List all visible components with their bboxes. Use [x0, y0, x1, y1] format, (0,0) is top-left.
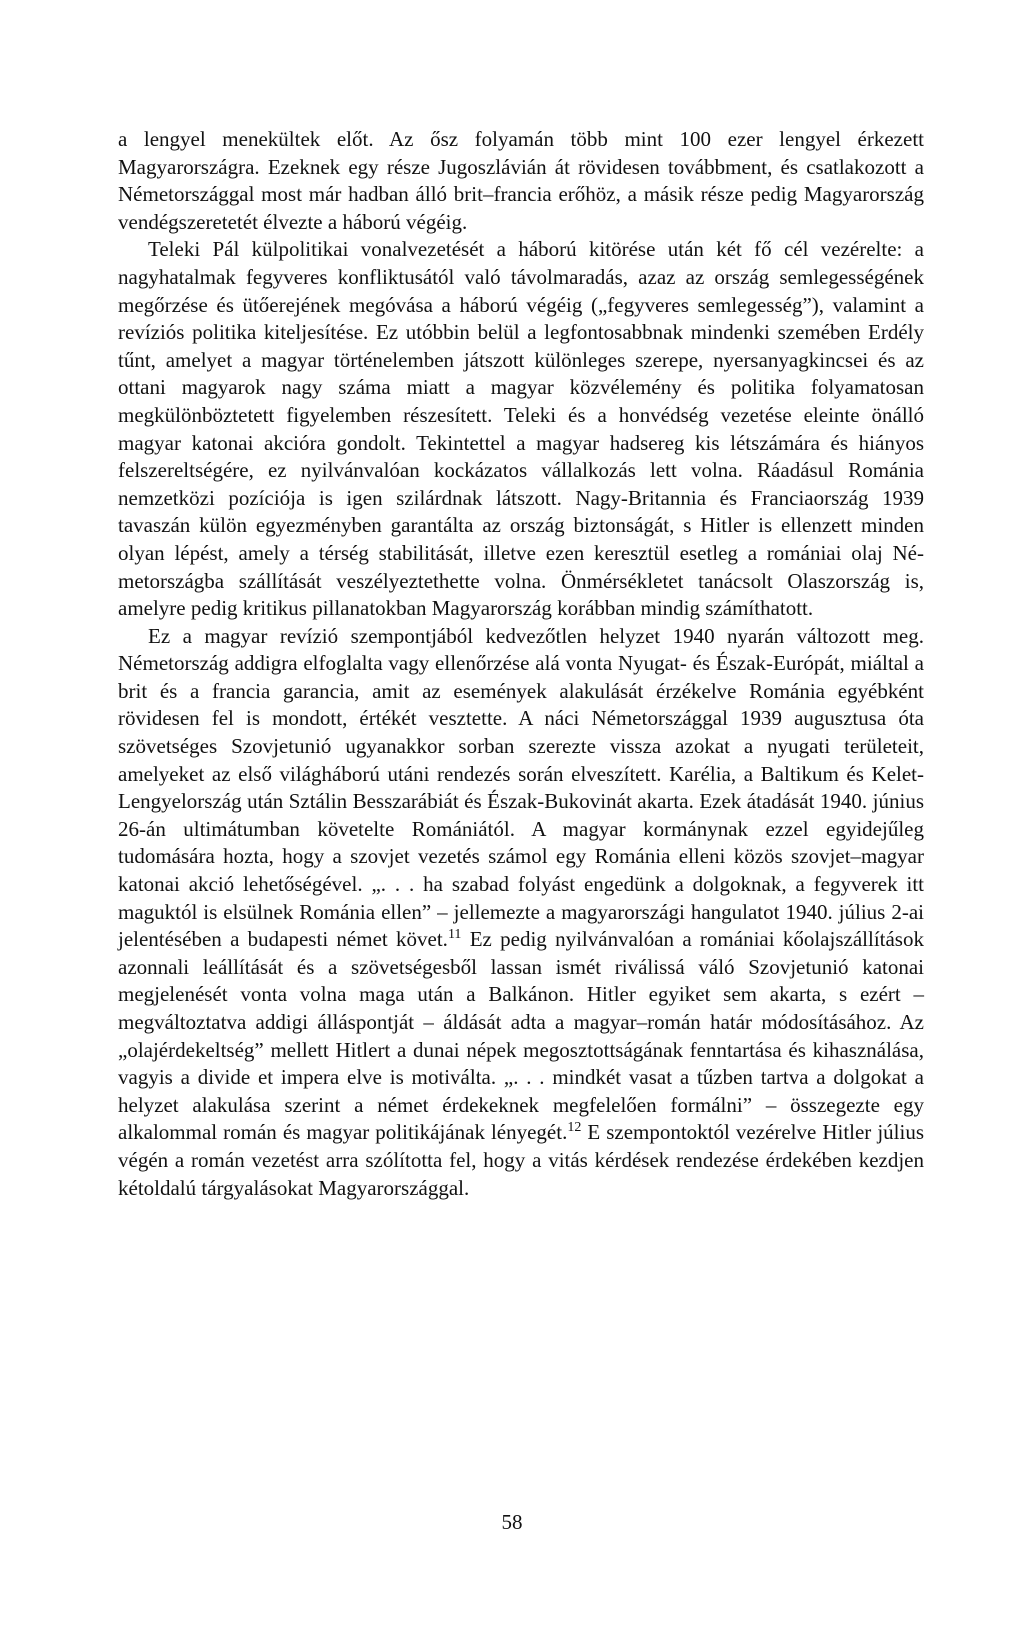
page-number: 58 — [501, 1510, 523, 1534]
paragraph-1 — [118, 126, 924, 236]
footnote-ref-12: 12 — [567, 1120, 582, 1136]
paragraph-2-text: Teleki Pál külpolitikai vonalvezetését a háború kitörése után két fő cél vezérelte: a nagyhatalmak fegyveres konfliktusától való távolmaradás, azaz az ország semlegességének megőrzése és ütőerejének megóvása a háború végéig („fegyveres semlegesség”), valamint a revíziós politika kiteljesítése. Ez utóbbin belül a legfontosabbnak mindenki szemében Erdély tűnt, amelyet a magyar történelemben játszott különleges szerepe, nyersanyagkincsei és az ottani magyarok nagy száma miatt a magyar közvélemény és politika folyamatosan megkülönböztetett figyelemben részesített. Teleki és a honvédség vezetése eleinte önálló magyar katonai akcióra gondolt. Tekintettel a magyar hadsereg kis létszámára és hiányos felszereltségére, ez nyilvánvalóan kockázatos vállalkozás lett volna. Ráadásul Románia nemzetközi pozíciója is igen szilárdnak látszott. Nagy-Britannia és Franciaország 1939 tavaszán külön egyezményben garantálta az ország biztonságát, s Hitler is ellenzett minden olyan lépést, amely a térség stabilitását, illetve ezen keresztül esetleg a romániai olaj Németországba szállítását veszélyeztethette volna. Önmérsékletet tanácsolt Olaszország is, amelyre pedig kritikus pillanatokban Magyarország korábban mindig számíthatott. — [118, 237, 924, 621]
paragraph-1-text: a lengyel menekültek előt. Az ősz folyamán több mint 100 ezer lengyel érkezett Magyarországra. Ezeknek egy része Jugoszlávián át rövidesen továbbment, és csatlakozott a Németországgal most már hadban álló brit–francia erőhöz, a másik része pedig Magyarország vendégszeretetét élvezte a háború végéig. — [118, 127, 924, 234]
body-text — [118, 126, 924, 1202]
paragraph-2 — [118, 236, 924, 622]
paragraph-3 — [118, 623, 924, 1202]
paragraph-3-text-a: Ez a magyar revízió szempontjából kedvezőtlen helyzet 1940 nyarán változott meg. Németország addigra elfoglalta vagy ellenőrzése alá vonta Nyugat- és Észak-Európát, miáltal a brit és a francia garancia, amit az események alakulását érzékelve Románia egyébként rövidesen fel is mondott, értékét vesztette. A náci Németországgal 1939 augusztusa óta szövetséges Szovjetunió ugyanakkor sorban szerezte vissza azokat a nyugati területeit, amelyeket az első világháború utáni rendezés során elveszített. Karélia, a Baltikum és Kelet-Lengyelország után Sztálin Besszarábiát és Észak-Bukovinát akarta. Ezek átadását 1940. június 26-án ultimátumban követelte Romániától. A magyar kormánynak ezzel egyidejűleg tudomására hozta, hogy a szovjet vezetés számol egy Románia elleni közös szovjet–magyar katonai akció lehetőségével. „. . . ha szabad folyást engedünk a dolgoknak, a fegyverek itt maguktól is elsülnek Románia ellen” – jellemezte a magyarországi hangulatot 1940. július 2-ai jelentésében a budapesti német követ. — [118, 623, 924, 952]
footnote-ref-11: 11 — [447, 927, 462, 943]
paragraph-3-text-b: Ez pedig nyilvánvalóan a romániai kőolajszállítások azonnali leállítását és a szövetségesből lassan ismét riválissá váló Szovjetunió katonai megjelenését vonta volna maga után a Balkánon. Hitler egyiket sem akarta, s ezért – megváltoztatva addigi álláspontját – áldását adta a magyar–román határ módosításához. Az „olajérdekeltség” mellett Hitlert a dunai népek megosztottságának fenntartása és kihasználása, vagyis a divide et impera elve is motiválta. „. . . mindkét vasat a tűzben tartva a dolgokat a helyzet alakulása szerint a német érdekeknek megfelelően formálni” – összegezte egy alkalommal román és magyar politikájának lényegét. — [118, 927, 924, 1145]
paragraph-3-text-c: E szempontoktól vezérelve Hitler július végén a román vezetést arra szólította fel, hogy a vitás kérdések rendezése érdekében kezdjen kétoldalú tárgyalásokat Magyarországgal. — [118, 1120, 924, 1200]
